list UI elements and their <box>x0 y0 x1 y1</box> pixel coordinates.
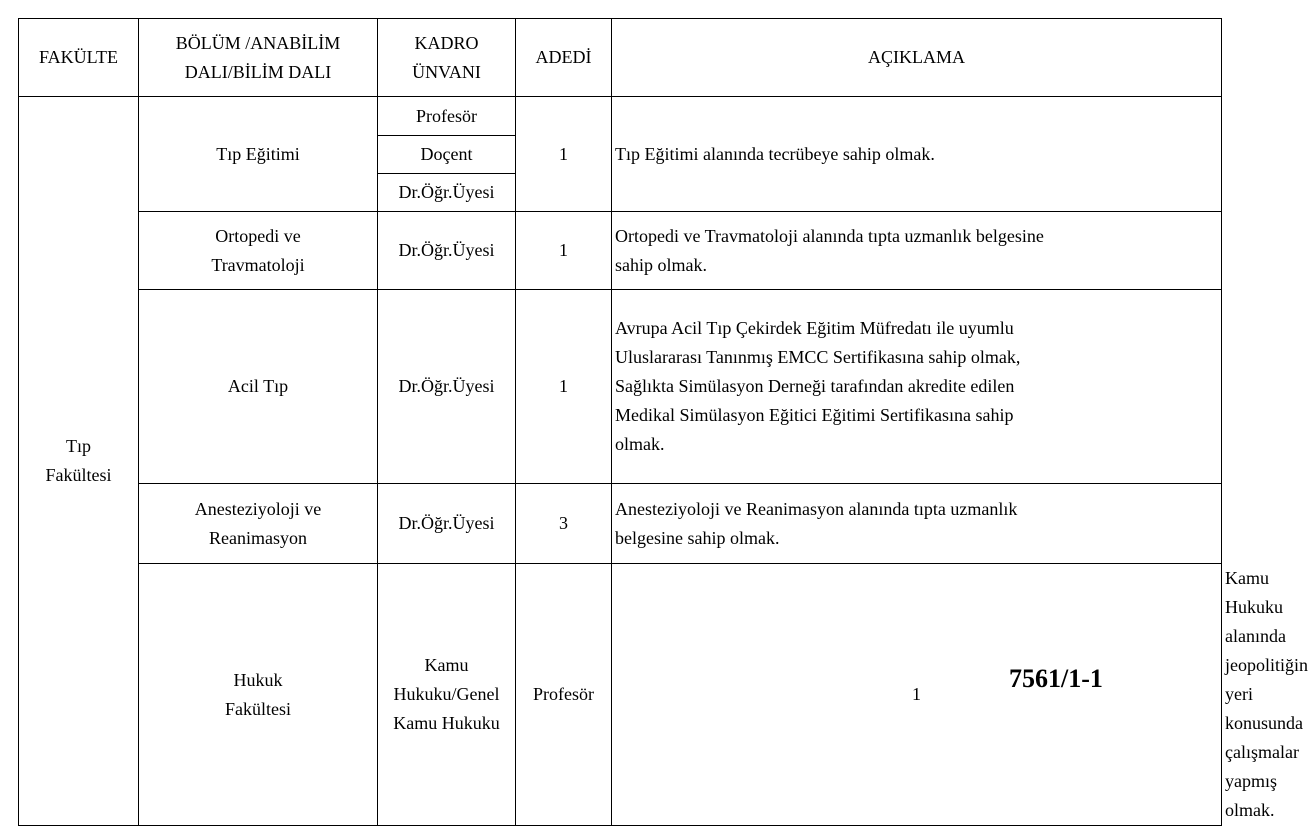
bolum-cell: Acil Tıp <box>139 290 378 484</box>
adet-cell: 1 <box>516 97 612 212</box>
aciklama-cell: Anesteziyoloji ve Reanimasyon alanında tıpta uzmanlık belgesine sahip olmak. <box>612 484 1222 564</box>
bolum-cell: Kamu Hukuku/Genel Kamu Hukuku <box>378 564 516 826</box>
header-fakulte: FAKÜLTE <box>19 19 139 97</box>
table-row: Hukuk Fakültesi Kamu Hukuku/Genel Kamu Hukuku Profesör 1 Kamu Hukuku alanında jeopolitiğin yeri konusunda çalışmalar yapmış olmak. <box>19 564 1222 826</box>
kadro-cell: Dr.Öğr.Üyesi <box>378 174 516 212</box>
kadro-cell: Profesör <box>516 564 612 826</box>
positions-table <box>18 18 1308 826</box>
kadro-cell: Dr.Öğr.Üyesi <box>378 290 516 484</box>
adet-cell: 1 <box>516 212 612 290</box>
header-kadro: KADRO ÜNVANI <box>378 19 516 97</box>
bolum-cell: Ortopedi ve Travmatoloji <box>139 212 378 290</box>
aciklama-cell: Tıp Eğitimi alanında tecrübeye sahip olmak. <box>612 97 1222 212</box>
kadro-cell: Profesör <box>378 97 516 136</box>
kadro-cell: Dr.Öğr.Üyesi <box>378 484 516 564</box>
faculty-cell-hukuk: Hukuk Fakültesi <box>139 564 378 826</box>
bolum-cell: Anesteziyoloji ve Reanimasyon <box>139 484 378 564</box>
aciklama-cell: Ortopedi ve Travmatoloji alanında tıpta uzmanlık belgesine sahip olmak. <box>612 212 1222 290</box>
header-aciklama: AÇIKLAMA <box>612 19 1222 97</box>
table-row <box>19 484 1222 564</box>
header-bolum: BÖLÜM /ANABİLİM DALI/BİLİM DALI <box>139 19 378 97</box>
bolum-cell: Tıp Eğitimi <box>139 97 378 212</box>
table-row <box>19 97 1222 136</box>
table-row <box>19 290 1222 484</box>
header-row <box>19 19 1222 97</box>
faculty-cell-tip: Tıp Fakültesi <box>19 97 139 826</box>
table-row <box>19 212 1222 290</box>
page-reference: 7561/1-1 <box>1009 664 1103 693</box>
header-adedi: ADEDİ <box>516 19 612 97</box>
kadro-cell: Dr.Öğr.Üyesi <box>378 212 516 290</box>
kadro-cell: Doçent <box>378 136 516 174</box>
adet-cell: 3 <box>516 484 612 564</box>
adet-cell: 1 <box>516 290 612 484</box>
adet-cell: 1 <box>612 564 1222 826</box>
aciklama-cell: Avrupa Acil Tıp Çekirdek Eğitim Müfredatı ile uyumlu Uluslararası Tanınmış EMCC Sertifikasına sahip olmak, Sağlıkta Simülasyon Derneği tarafından akredite edilen Medikal Simülasyon Eğitici Eğitimi Sertifikasına sahip olmak. <box>612 290 1222 484</box>
